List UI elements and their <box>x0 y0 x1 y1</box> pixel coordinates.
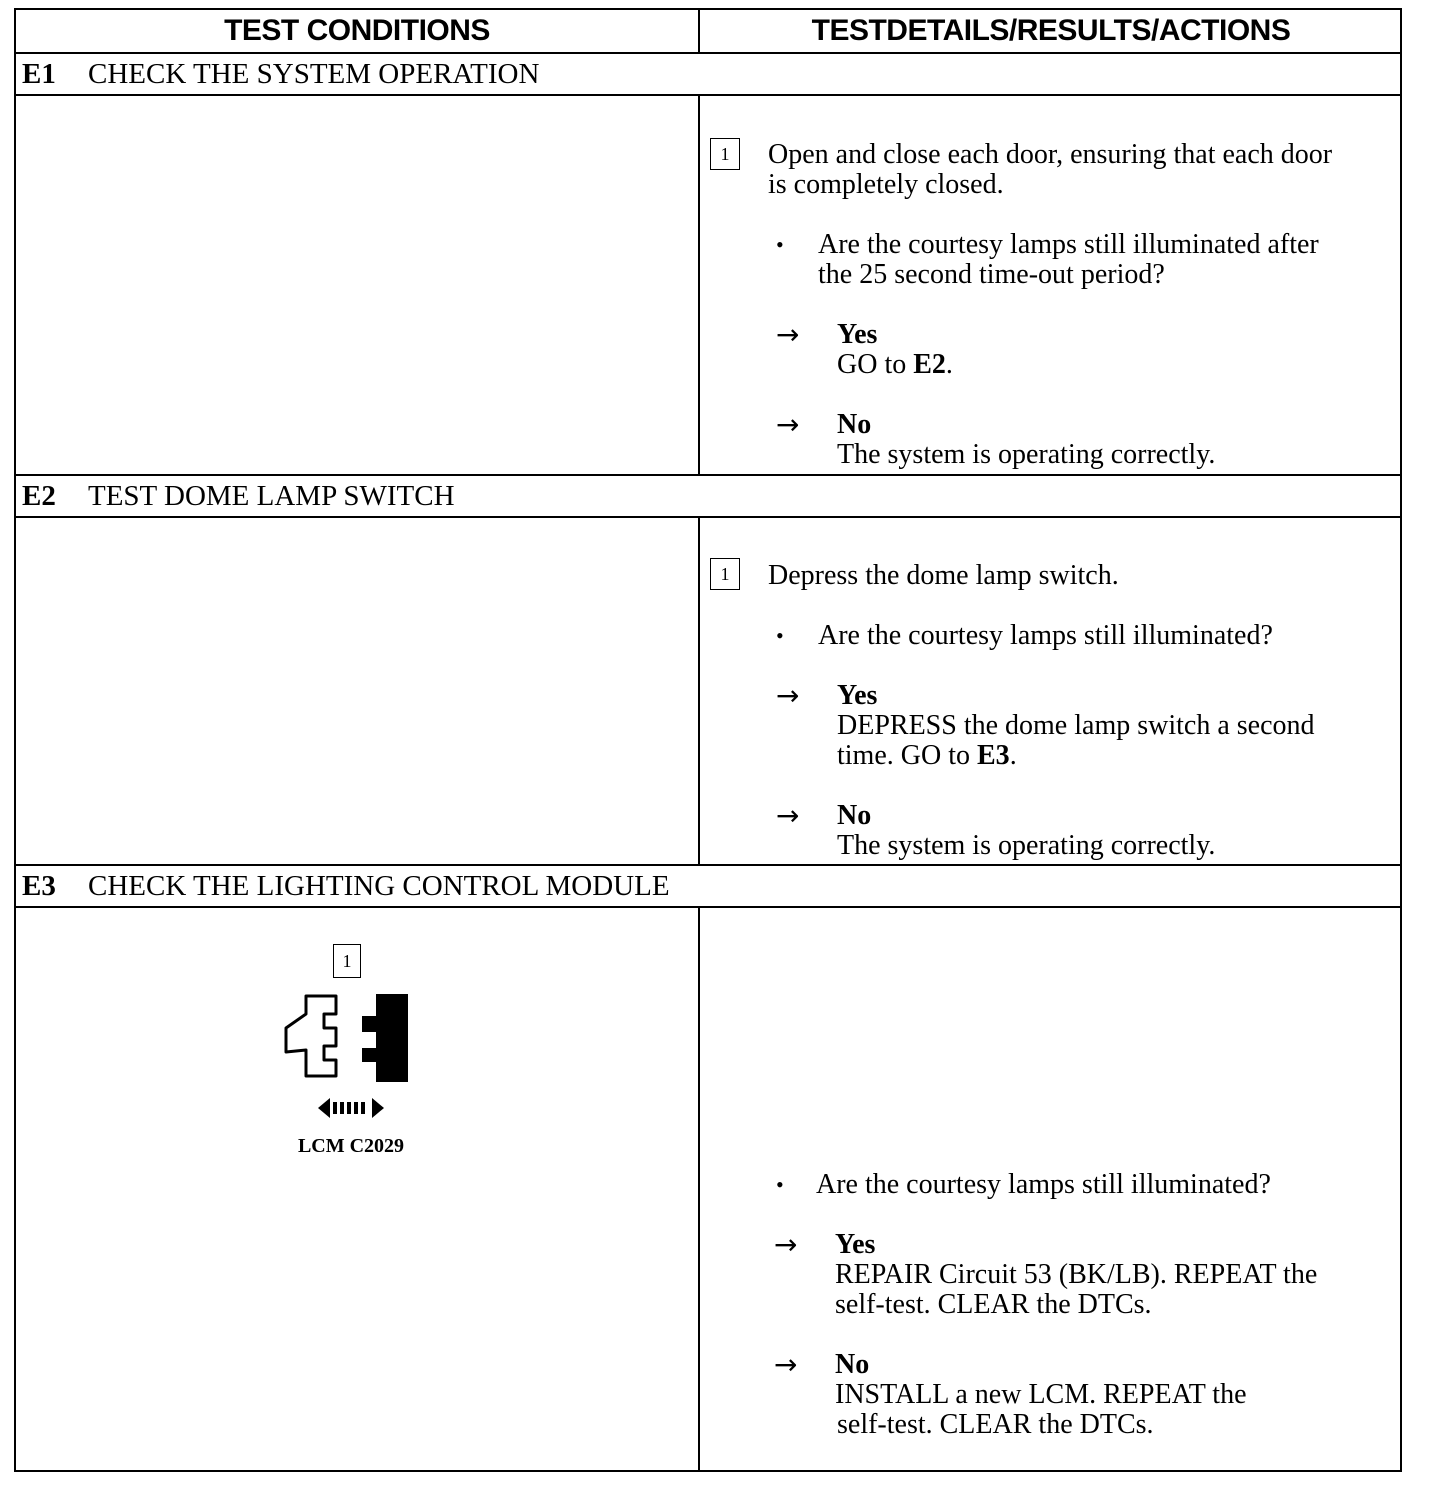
column-divider <box>698 518 700 866</box>
connector-diagram-icon <box>278 988 418 1118</box>
arrow-icon: → <box>776 679 800 712</box>
no-action: The system is operating correctly. <box>837 830 1216 861</box>
step-number-box: 1 <box>710 558 740 590</box>
step-number-box: 1 <box>710 138 740 170</box>
step-code: E2 <box>22 479 56 512</box>
question-line: Are the courtesy lamps still illuminated after <box>818 229 1319 260</box>
yes-label: Yes <box>835 1229 876 1260</box>
question-line: the 25 second time-out period? <box>818 259 1165 290</box>
figure-label: LCM C2029 <box>297 1135 405 1157</box>
question-line: Are the courtesy lamps still illuminated? <box>818 620 1273 651</box>
no-label: No <box>837 409 872 440</box>
arrow-icon: → <box>776 799 800 832</box>
yes-action: GO to E2. <box>837 349 953 380</box>
header-test-conditions: TEST CONDITIONS <box>16 10 700 54</box>
bullet: • <box>776 623 784 648</box>
no-label: No <box>835 1349 870 1380</box>
step-number-box: 1 <box>333 944 361 978</box>
bullet: • <box>776 1172 784 1197</box>
yes-label: Yes <box>837 319 878 350</box>
column-divider <box>698 908 700 1472</box>
header-test-details: TESTDETAILS/RESULTS/ACTIONS <box>700 10 1402 54</box>
arrow-icon: → <box>776 408 800 441</box>
step-title: CHECK THE SYSTEM OPERATION <box>88 57 540 90</box>
yes-action: self-test. CLEAR the DTCs. <box>835 1289 1152 1320</box>
instruction-line: Open and close each door, ensuring that each door <box>768 139 1333 170</box>
no-action: INSTALL a new LCM. REPEAT the <box>835 1379 1247 1410</box>
no-label: No <box>837 800 872 831</box>
arrow-icon: → <box>774 1348 798 1381</box>
yes-label: Yes <box>837 680 878 711</box>
step-e3-title-bar <box>16 866 1402 908</box>
instruction-line: Depress the dome lamp switch. <box>768 560 1119 591</box>
step-e1-title-bar <box>16 54 1402 96</box>
column-divider <box>698 96 700 476</box>
no-action: self-test. CLEAR the DTCs. <box>837 1409 1154 1440</box>
arrow-icon: → <box>776 318 800 351</box>
yes-action: time. GO to E3. <box>837 740 1017 771</box>
yes-action: REPAIR Circuit 53 (BK/LB). REPEAT the <box>835 1259 1318 1290</box>
bullet: • <box>776 232 784 257</box>
no-action: The system is operating correctly. <box>837 439 1216 470</box>
step-title: CHECK THE LIGHTING CONTROL MODULE <box>88 869 670 902</box>
instruction-line: is completely closed. <box>768 169 1004 200</box>
diagnostic-table <box>14 8 1402 1472</box>
step-code: E1 <box>22 57 56 90</box>
arrow-icon: → <box>774 1228 798 1261</box>
question-line: Are the courtesy lamps still illuminated? <box>816 1169 1271 1200</box>
step-e2-title-bar <box>16 476 1402 518</box>
step-title: TEST DOME LAMP SWITCH <box>88 479 455 512</box>
yes-action: DEPRESS the dome lamp switch a second <box>837 710 1315 741</box>
step-code: E3 <box>22 869 56 902</box>
